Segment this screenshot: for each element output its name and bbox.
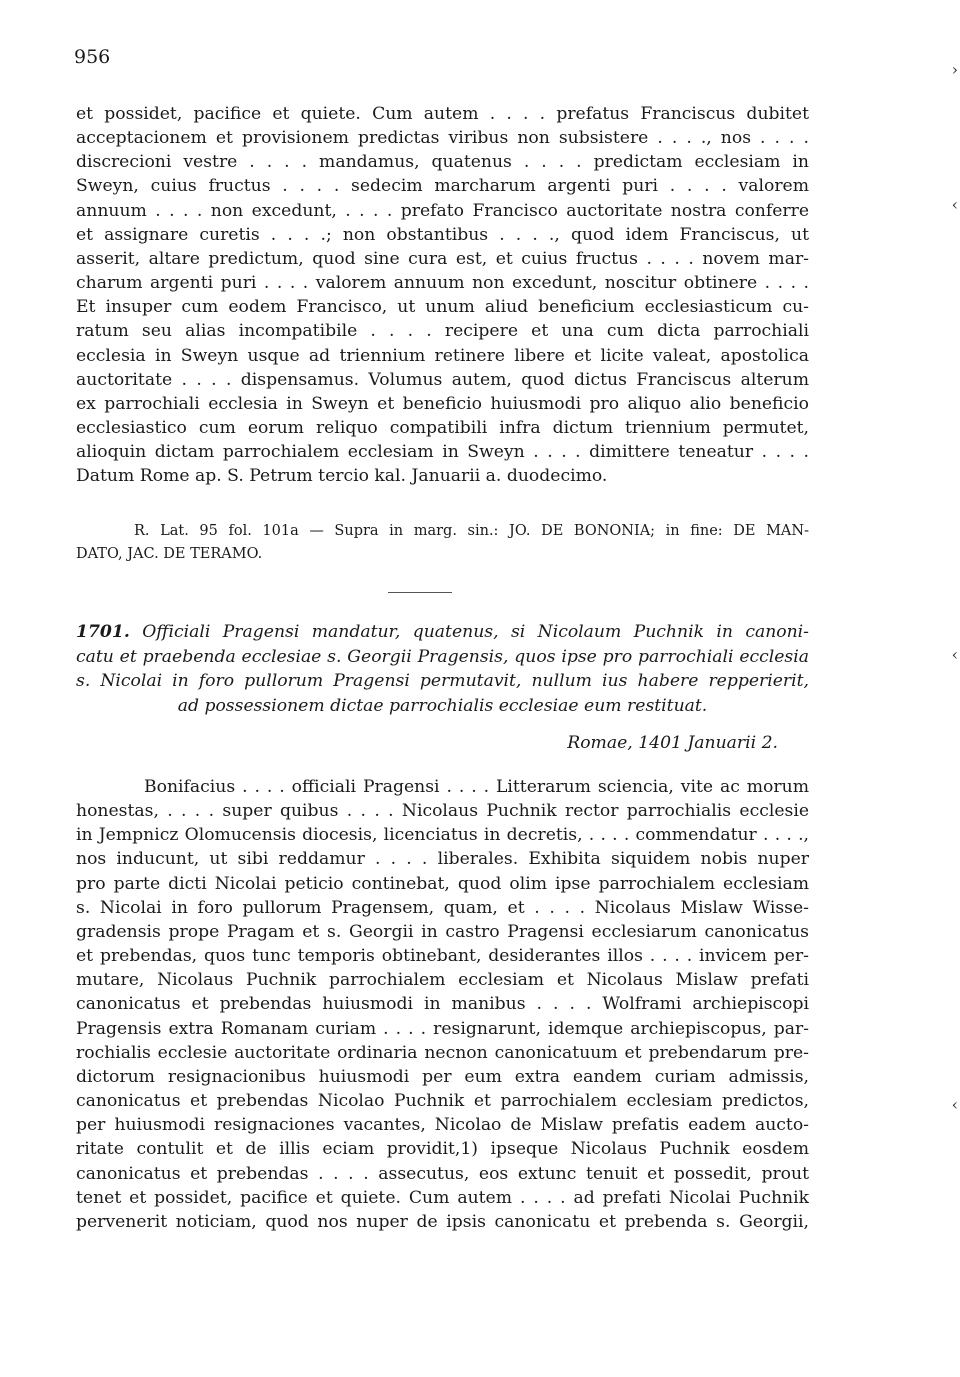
- paragraph-continued-letter: [76, 102, 809, 489]
- text-line: acceptacionem et provisionem predictas viribus non subsistere . . . ., nos . . . .: [76, 128, 809, 149]
- document-regest-heading: [76, 620, 809, 718]
- text-line: pro parte dicti Nicolai peticio continebat, quod olim ipse parrochialem ecclesiam: [76, 873, 809, 894]
- edge-mark: ‹: [951, 645, 958, 664]
- text-line: rochialis ecclesie auctoritate ordinaria necnon canonicatuum et prebendarum pre-: [76, 1042, 809, 1063]
- text-line: ritate contulit et de illis eciam providit,1) ipseque Nicolaus Puchnik eosdem: [76, 1139, 809, 1160]
- text-line: tenet et possidet, pacifice et quiete. Cum autem . . . . ad prefati Nicolai Puchnik: [76, 1187, 809, 1208]
- section-divider: [388, 592, 452, 593]
- source-line: DATO, JAC. DE TERAMO.: [76, 546, 263, 562]
- text-line: pervenerit noticiam, quod nos nuper de ipsis canonicatu et prebenda s. Georgii,: [76, 1211, 809, 1232]
- regest-text: Officiali Pragensi mandatur, quatenus, si Nicolaum Puchnik in canoni-: [142, 622, 809, 642]
- edge-mark: ‹: [951, 195, 958, 214]
- text-line: annuum . . . . non excedunt, . . . . prefato Francisco auctoritate nostra conferre: [76, 200, 809, 221]
- document-date: Romae, 1401 Januarii 2.: [567, 733, 778, 753]
- text-line: canonicatus et prebendas huiusmodi in manibus . . . . Wolframi archiepiscopi: [76, 994, 809, 1015]
- text-line: canonicatus et prebendas . . . . assecutus, eos extunc tenuit et possedit, prout: [76, 1163, 809, 1184]
- regest-line: [76, 620, 809, 645]
- text-line: et assignare curetis . . . .; non obstantibus . . . ., quod idem Franciscus, ut: [76, 224, 809, 245]
- edge-mark: ‹: [951, 1095, 958, 1114]
- regest-line: ad possessionem dictae parrochialis ecclesiae eum restituat.: [177, 695, 708, 716]
- document-number: 1701.: [76, 622, 130, 642]
- source-line: R. Lat. 95 fol. 101a — Supra in marg. sin.: JO. DE BONONIA; in fine: DE MAN-: [134, 523, 809, 539]
- text-line: ratum seu alias incompatibile . . . . recipere et una cum dicta parrochiali: [76, 321, 809, 342]
- regest-line: s. Nicolai in foro pullorum Pragensi permutavit, nullum ius habere repperierit,: [76, 671, 809, 691]
- text-line: canonicatus et prebendas Nicolao Puchnik et parrochialem ecclesiam predictos,: [76, 1091, 809, 1112]
- text-line: dictorum resignacionibus huiusmodi per eum extra eandem curiam admissis,: [76, 1066, 809, 1087]
- text-line: ecclesia in Sweyn usque ad triennium retinere libere et licite valeat, apostolica: [76, 345, 809, 366]
- text-line: Datum Rome ap. S. Petrum tercio kal. Januarii a. duodecimo.: [76, 466, 608, 487]
- text-line: charum argenti puri . . . . valorem annuum non excedunt, noscitur obtinere . . . .: [76, 273, 809, 294]
- text-line: et possidet, pacifice et quiete. Cum autem . . . . prefatus Franciscus dubitet: [76, 104, 809, 124]
- regest-line: catu et praebenda ecclesiae s. Georgii Pragensis, quos ipse pro parrochiali ecclesia: [76, 646, 809, 667]
- text-line: honestas, . . . . super quibus . . . . Nicolaus Puchnik rector parrochialis ecclesie: [76, 801, 809, 822]
- text-line: ecclesiastico cum eorum reliquo compatibili infra dictum triennium permutet,: [76, 418, 809, 439]
- text-line: Bonifacius . . . . officiali Pragensi . . . . Litterarum sciencia, vite ac morum: [144, 777, 809, 797]
- archival-source-note: [76, 520, 809, 566]
- text-line: in Jempnicz Olomucensis diocesis, licenciatus in decretis, . . . . commendatur . . . .,: [76, 825, 809, 846]
- text-line: Sweyn, cuius fructus . . . . sedecim marcharum argenti puri . . . . valorem: [76, 176, 809, 197]
- text-line: et prebendas, quos tunc temporis obtinebant, desiderantes illos . . . . invicem per-: [76, 946, 809, 967]
- text-line: mutare, Nicolaus Puchnik parrochialem ecclesiam et Nicolaus Mislaw prefati: [76, 970, 809, 991]
- edge-mark: ›: [951, 60, 958, 79]
- text-line: per huiusmodi resignaciones vacantes, Nicolao de Mislaw prefatis eadem aucto-: [76, 1115, 809, 1136]
- text-line: asserit, altare predictum, quod sine cura est, et cuius fructus . . . . novem mar-: [76, 248, 809, 269]
- text-line: ex parrochiali ecclesia in Sweyn et beneficio huiusmodi pro aliquo alio beneficio: [76, 393, 809, 414]
- text-line: nos inducunt, ut sibi reddamur . . . . liberales. Exhibita siquidem nobis nuper: [76, 849, 809, 870]
- text-line: gradensis prope Pragam et s. Georgii in castro Pragensi ecclesiarum canonicatus: [76, 921, 809, 942]
- page-number: 956: [74, 46, 111, 68]
- paragraph-letter-text: [76, 775, 809, 1234]
- text-line: discrecioni vestre . . . . mandamus, quatenus . . . . predictam ecclesiam in: [76, 152, 809, 173]
- text-line: alioquin dictam parrochialem ecclesiam in Sweyn . . . . dimittere teneatur . . . .: [76, 442, 809, 463]
- text-line: Et insuper cum eodem Francisco, ut unum aliud beneficium ecclesiasticum cu-: [76, 297, 809, 318]
- text-line: Pragensis extra Romanam curiam . . . . resignarunt, idemque archiepiscopus, par-: [76, 1018, 809, 1039]
- text-line: s. Nicolai in foro pullorum Pragensem, quam, et . . . . Nicolaus Mislaw Wisse-: [76, 897, 809, 918]
- text-line: auctoritate . . . . dispensamus. Volumus autem, quod dictus Franciscus alterum: [76, 369, 809, 390]
